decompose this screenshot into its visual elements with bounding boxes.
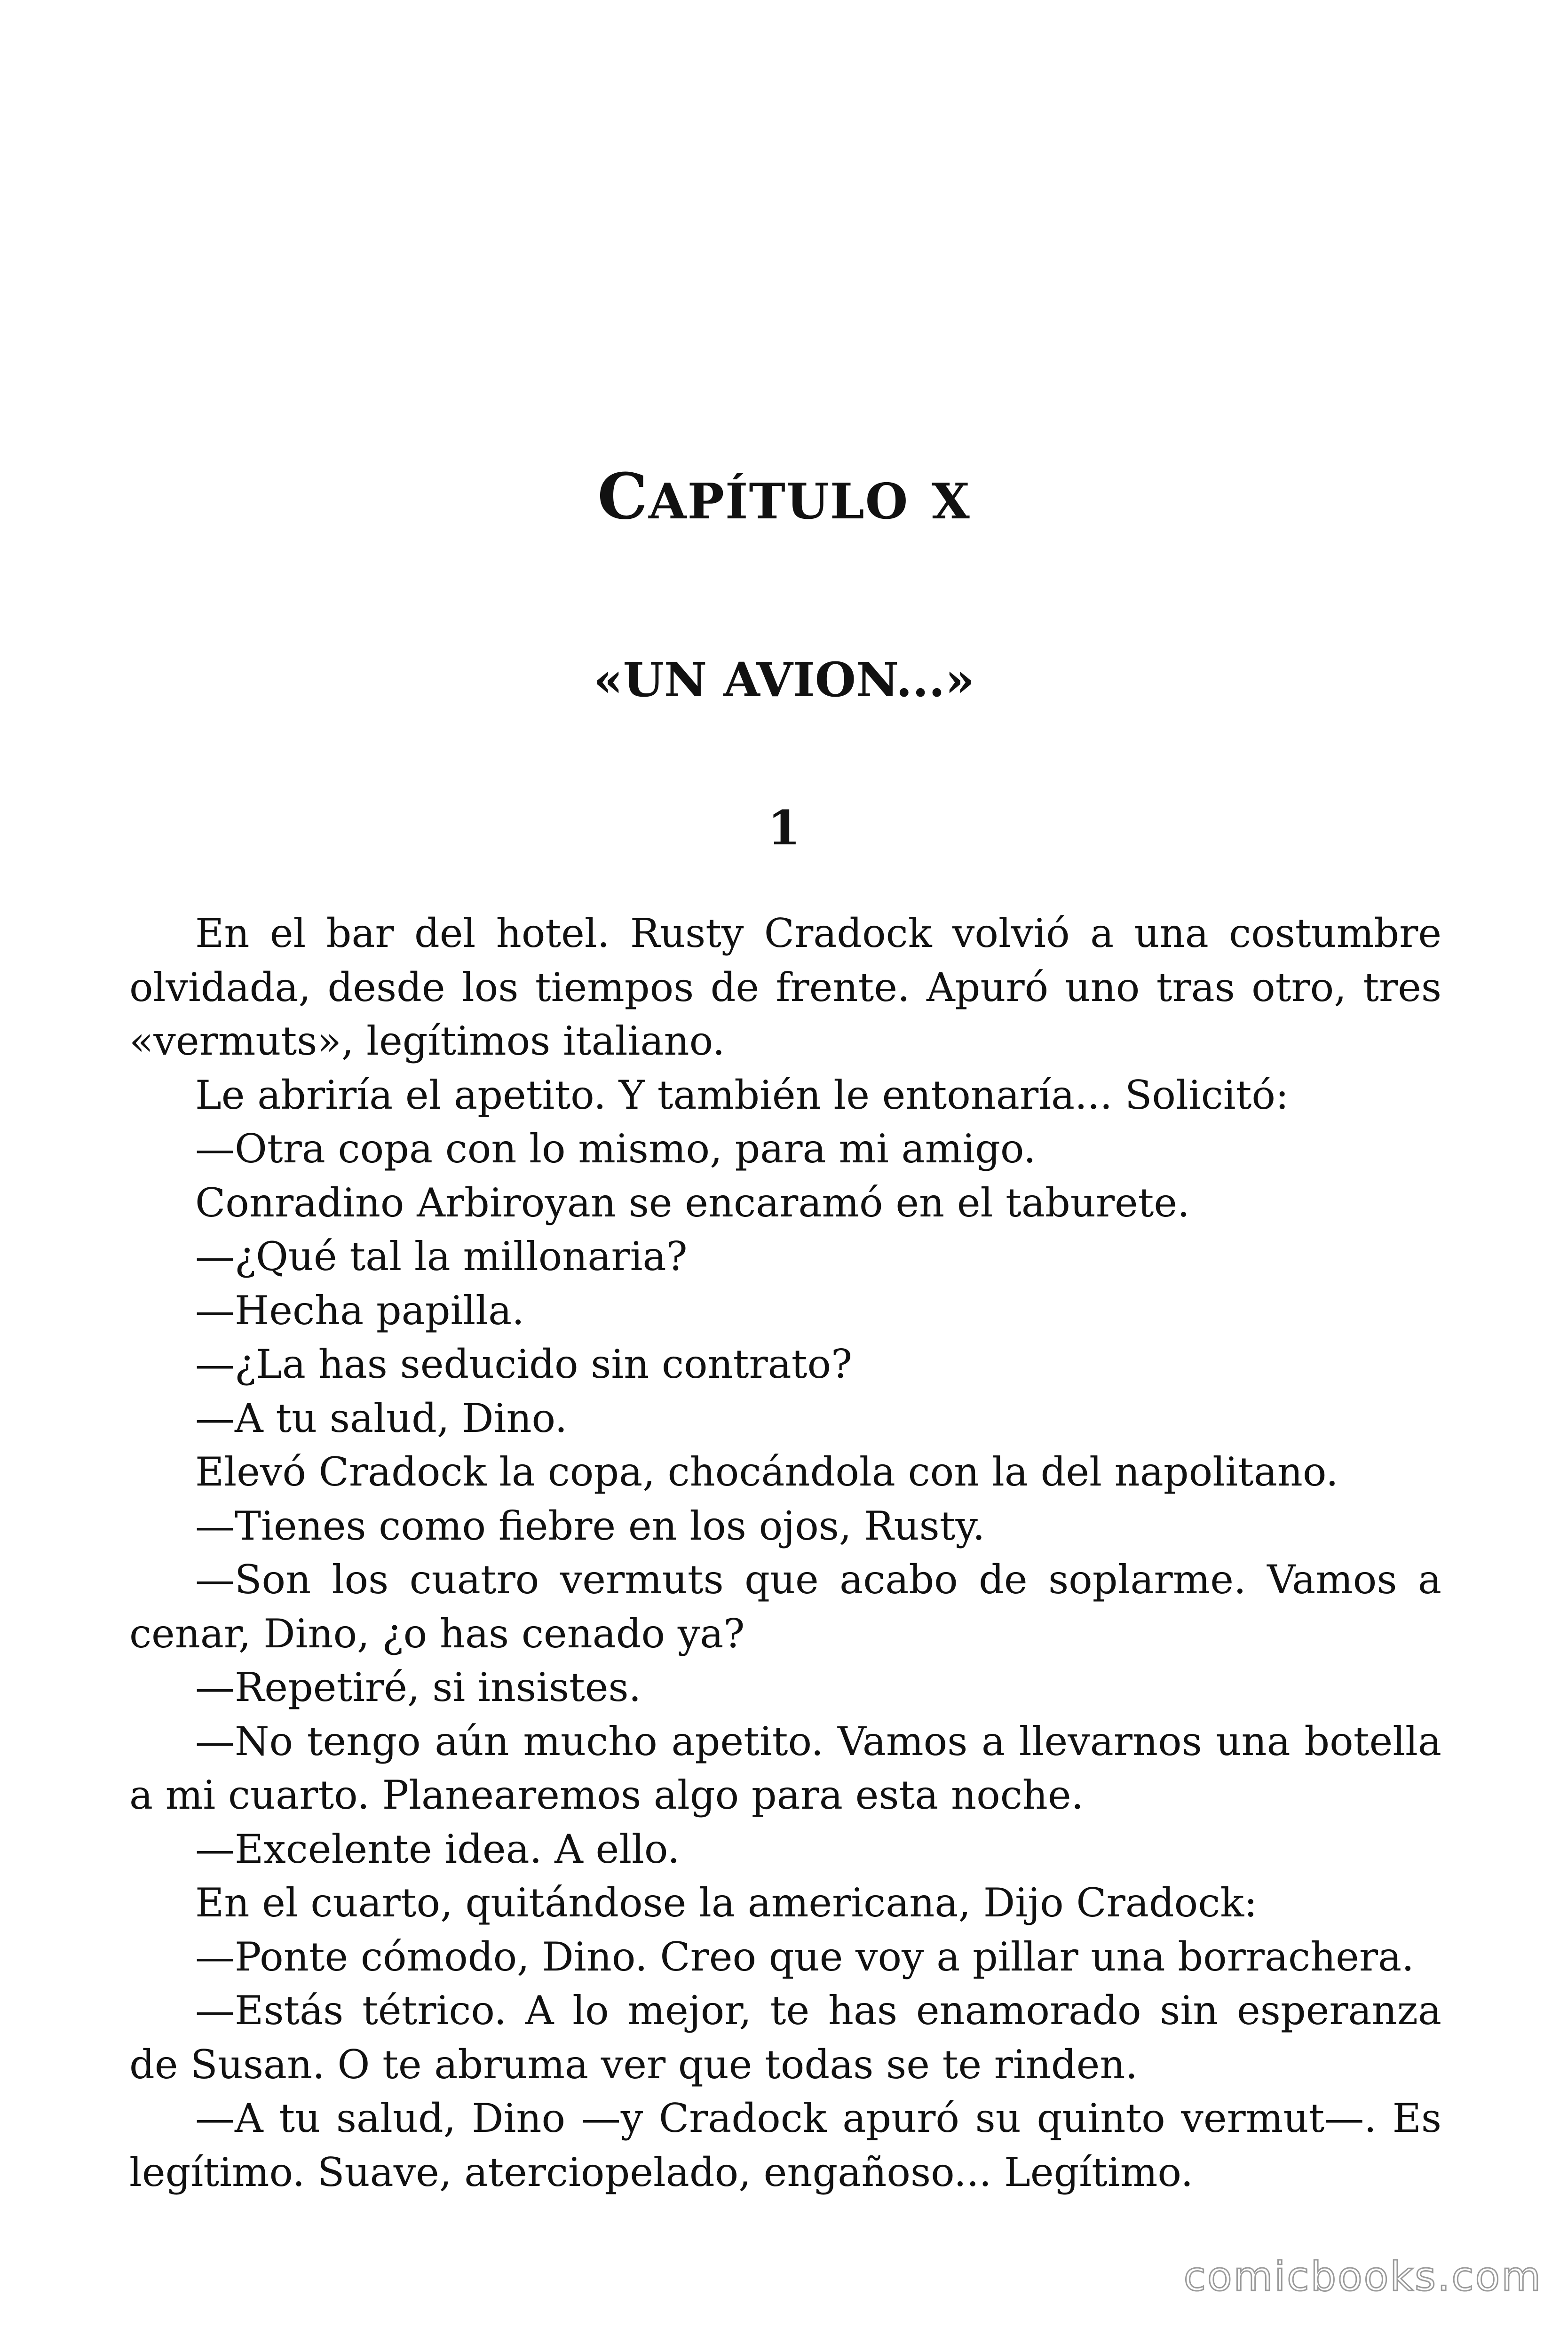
- section-number: 1: [768, 800, 800, 856]
- paragraph: —Repetiré, si insistes.: [195, 1664, 641, 1710]
- paragraph: En el cuarto, quitándose la americana, Dijo Cradock:: [195, 1880, 1258, 1926]
- chapter-title-initial: C: [597, 459, 649, 533]
- paragraph: Conradino Arbiroyan se encaramó en el taburete.: [195, 1179, 1190, 1226]
- paragraph: —A tu salud, Dino —y Cradock apuró su quinto vermut—. Es legítimo. Suave, aterciopelado, engañoso... Legítimo.: [129, 2095, 1441, 2195]
- chapter-subtitle: «UN AVION...»: [594, 652, 974, 707]
- chapter-title: [0, 459, 1568, 539]
- paragraph: Le abriría el apetito. Y también le entonaría... Solicitó:: [195, 1072, 1289, 1118]
- paragraph: —Ponte cómodo, Dino. Creo que voy a pillar una borrachera.: [195, 1933, 1414, 1980]
- paragraph: —Otra copa con lo mismo, para mi amigo.: [195, 1126, 1036, 1172]
- body-text: [129, 906, 1441, 2199]
- chapter-title-rest: APÍTULO: [648, 472, 909, 530]
- watermark: comicbooks.com: [1183, 2253, 1542, 2300]
- paragraph: —¿Qué tal la millonaria?: [195, 1233, 688, 1279]
- paragraph: —Hecha papilla.: [195, 1287, 524, 1334]
- paragraph: —A tu salud, Dino.: [195, 1395, 568, 1441]
- paragraph: —No tengo aún mucho apetito. Vamos a llevarnos una botella a mi cuarto. Planearemos algo para esta noche.: [129, 1718, 1441, 1818]
- paragraph: —Tienes como fiebre en los ojos, Rusty.: [195, 1502, 985, 1549]
- paragraph: —Estás tétrico. A lo mejor, te has enamorado sin esperanza de Susan. O te abruma ver que todas se te rinden.: [129, 1987, 1441, 2088]
- paragraph: —Excelente idea. A ello.: [195, 1826, 680, 1872]
- paragraph: —Son los cuatro vermuts que acabo de soplarme. Vamos a cenar, Dino, ¿o has cenado ya?: [129, 1557, 1441, 1657]
- chapter-numeral: X: [931, 472, 971, 530]
- paragraph: —¿La has seducido sin contrato?: [195, 1341, 853, 1387]
- paragraph: En el bar del hotel. Rusty Cradock volvió a una costumbre olvidada, desde los tiempos de frente. Apuró uno tras otro, tres «vermuts», legítimos italiano.: [129, 910, 1441, 1064]
- paragraph: Elevó Cradock la copa, chocándola con la del napolitano.: [195, 1449, 1338, 1495]
